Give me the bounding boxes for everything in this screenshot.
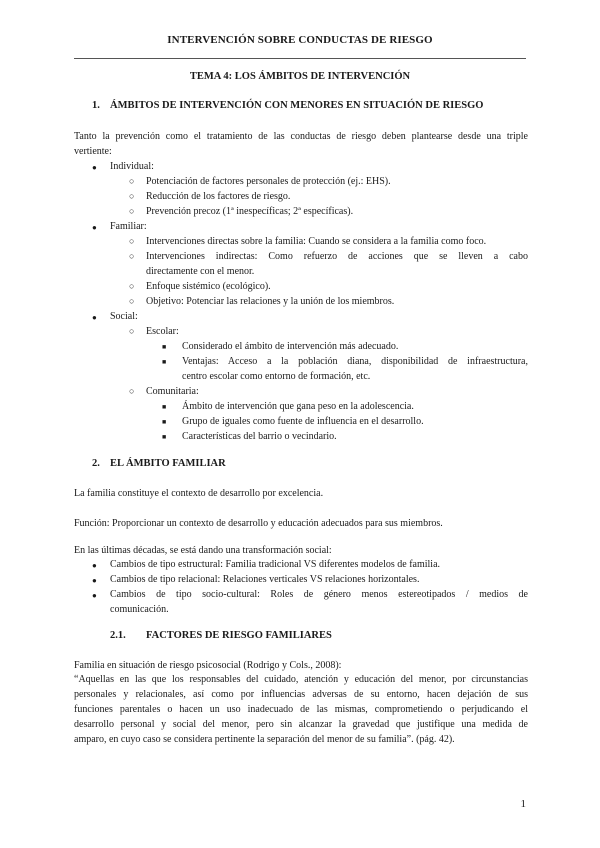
header-rule [74,58,526,59]
section-2-number: 2. [92,458,100,469]
paragraph: En las últimas décadas, se está dando una transformación social: [74,545,332,556]
paragraph: La familia constituye el contexto de desarrollo por excelencia. [74,488,324,499]
page-number: 1 [520,798,526,810]
change-item: Cambios de tipo socio-cultural: Roles de género menos estereotipados / medios de [110,589,528,600]
quote-line: personales y relacionales, así como por influencias adversas de su entorno, hacen dejación de sus [74,689,528,700]
bullet-dot-icon: ● [92,561,97,570]
level1-familiar: Familiar: [110,221,147,232]
bullet-circle-icon: ○ [129,176,135,186]
bullet-circle-icon: ○ [129,281,135,291]
bullet-circle-icon: ○ [129,296,135,306]
bullet-circle-icon: ○ [129,206,135,216]
familiar-item: Intervenciones directas sobre la familia: Cuando se considera a la familia como foco. [146,236,487,247]
quote-line: amparo, en cuyo caso se considera pertinente la separación del menor de su familia”. (pág. 42). [74,734,455,745]
quote-line: funciones parentales o hacen un uso inadecuado de las mismas, comprometiendo o perjudicando el [74,704,528,715]
section-2-heading: EL ÁMBITO FAMILIAR [110,458,226,469]
escolar-item-continuation: centro escolar como entorno de formación, etc. [182,371,371,382]
quote-line: desarrollo personal y social del menor, pero sin alcanzar la gravedad que justifique una medida de [74,719,528,730]
bullet-dot-icon: ● [92,163,97,172]
escolar-item: Considerado el ámbito de intervención más adecuado. [182,341,399,352]
bullet-square-icon: ■ [162,403,167,411]
section-1-intro-line-2: vertiente: [74,146,112,157]
bullet-dot-icon: ● [92,576,97,585]
individual-item: Reducción de los factores de riesgo. [146,191,291,202]
bullet-square-icon: ■ [162,433,167,441]
familiar-item: Intervenciones indirectas: Como refuerzo de acciones que se lleven a cabo [146,251,528,262]
bullet-circle-icon: ○ [129,386,135,396]
quote-line: “Aquellas en las que los responsables del cuidado, atención y educación del menor, por circunstancias [74,674,528,685]
paragraph: Función: Proporcionar un contexto de desarrollo y educación adecuados para sus miembros. [74,518,443,529]
paragraph: Familia en situación de riesgo psicosocial (Rodrigo y Cols., 2008): [74,660,342,671]
familiar-item: Enfoque sistémico (ecológico). [146,281,271,292]
escolar-item: Ventajas: Acceso a la población diana, disponibilidad de infraestructura, [182,356,528,367]
section-1-heading: ÁMBITOS DE INTERVENCIÓN CON MENORES EN SITUACIÓN DE RIESGO [110,100,484,111]
comunitaria-item: Ámbito de intervención que gana peso en la adolescencia. [182,401,414,412]
bullet-square-icon: ■ [162,418,167,426]
page-title: TEMA 4: LOS ÁMBITOS DE INTERVENCIÓN [189,71,411,82]
bullet-square-icon: ■ [162,358,167,366]
comunitaria-item: Características del barrio o vecindario. [182,431,337,442]
level1-social: Social: [110,311,138,322]
individual-item: Potenciación de factores personales de protección (ej.: EHS). [146,176,391,187]
section-1-intro-line-1: Tanto la prevención como el tratamiento de las conductas de riesgo deben plantearse desde una triple [74,131,528,142]
bullet-circle-icon: ○ [129,236,135,246]
bullet-square-icon: ■ [162,343,167,351]
change-item: Cambios de tipo estructural: Familia tradicional VS diferentes modelos de familia. [110,559,441,570]
level1-individual: Individual: [110,161,154,172]
change-item-continuation: comunicación. [110,604,169,615]
comunitaria-item: Grupo de iguales como fuente de influencia en el desarrollo. [182,416,424,427]
familiar-item-continuation: directamente con el menor. [146,266,255,277]
running-header: INTERVENCIÓN SOBRE CONDUCTAS DE RIESGO [167,34,433,46]
section-1-number: 1. [92,100,100,111]
individual-item: Prevención precoz (1ª inespecíficas; 2ª específicas). [146,206,354,217]
bullet-circle-icon: ○ [129,251,135,261]
section-2-1-heading: FACTORES DE RIESGO FAMILIARES [146,630,332,641]
section-2-1-number: 2.1. [110,630,126,641]
social-comunitaria: Comunitaria: [146,386,199,397]
change-item: Cambios de tipo relacional: Relaciones verticales VS relaciones horizontales. [110,574,420,585]
bullet-dot-icon: ● [92,313,97,322]
bullet-dot-icon: ● [92,223,97,232]
bullet-circle-icon: ○ [129,191,135,201]
bullet-circle-icon: ○ [129,326,135,336]
social-escolar: Escolar: [146,326,179,337]
familiar-item: Objetivo: Potenciar las relaciones y la unión de los miembros. [146,296,395,307]
bullet-dot-icon: ● [92,591,97,600]
